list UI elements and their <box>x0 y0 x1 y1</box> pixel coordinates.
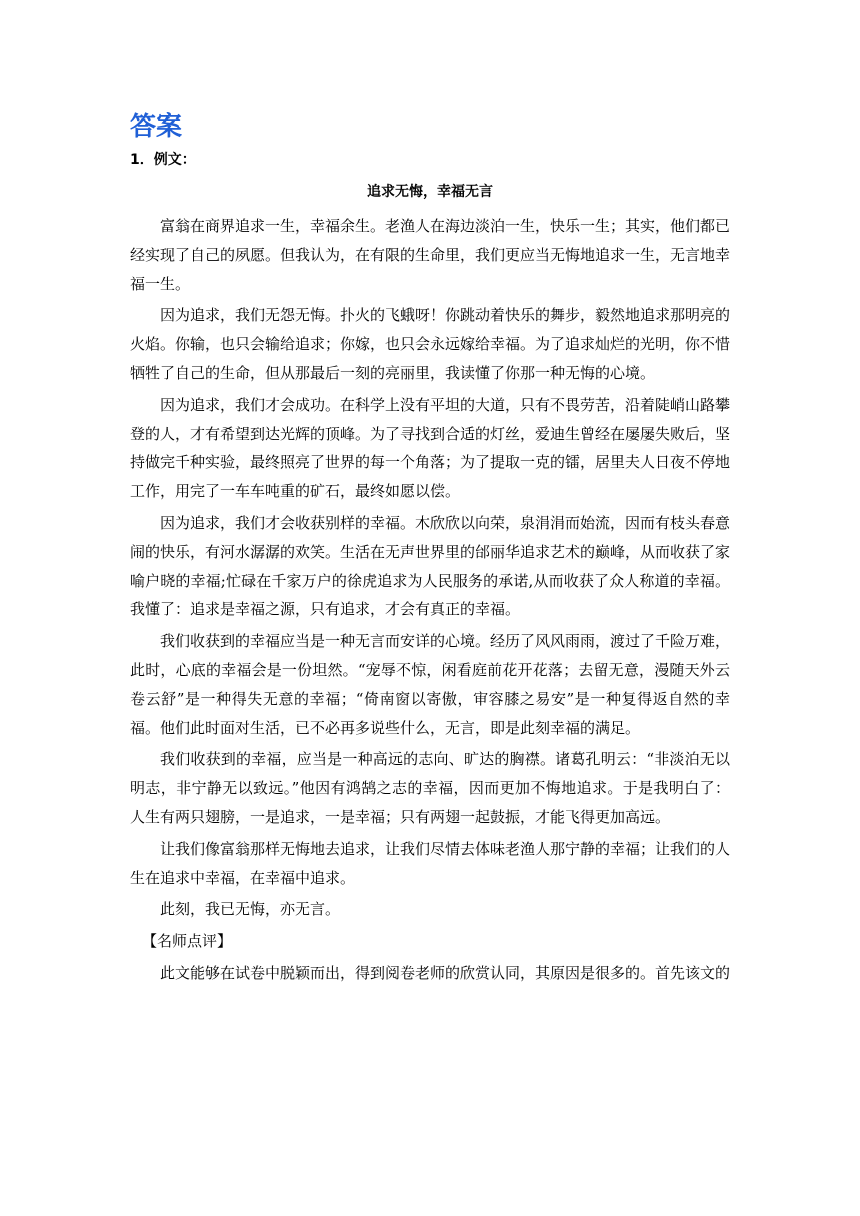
answer-heading: 答案 <box>130 112 183 142</box>
question-label: 1．例文： <box>130 152 196 168</box>
teacher-comment-text: 此文能够在试卷中脱颖而出，得到阅卷老师的欣赏认同，其原因是很多的。首先该文的 <box>160 963 731 982</box>
essay-paragraph: 因为追求，我们无怨无悔。扑火的飞蛾呀！你跳动着快乐的舞步，毅然地追求那明亮的火焰。你输，也只会输给追求；你嫁，也只会永远嫁给幸福。为了追求灿烂的光明，你不惜牺牲了自己的生命，但从那最后一刻的亮丽里，我读懂了你那一种无悔的心境。 <box>130 306 731 382</box>
essay-paragraph: 富翁在商界追求一生，幸福余生。老渔人在海边淡泊一生，快乐一生；其实，他们都已经实现了自己的夙愿。但我认为，在有限的生命里，我们更应当无悔地追求一生，无言地幸福一生。 <box>130 217 731 293</box>
essay-title: 追求无悔，幸福无言 <box>367 184 493 200</box>
essay-paragraph: 因为追求，我们才会成功。在科学上没有平坦的大道，只有不畏劳苦，沿着陡峭山路攀登的人，才有希望到达光辉的顶峰。为了寻找到合适的灯丝，爱迪生曾经在屡屡失败后，坚持做完千种实验，最终照亮了世界的每一个角落；为了提取一克的镭，居里夫人日夜不停地工作，用完了一车车吨重的矿石，最终如愿以偿。 <box>130 395 731 501</box>
essay-paragraph: 此刻，我已无悔，亦无言。 <box>160 900 341 919</box>
teacher-comment-label: 【名师点评】 <box>142 932 233 951</box>
essay-paragraph: 我们收获到的幸福，应当是一种高远的志向、旷达的胸襟。诸葛孔明云：“非淡泊无以明志，非宁静无以致远。”他因有鸿鹄之志的幸福，因而更加不悔地追求。于是我明白了：人生有两只翅膀，一是追求，一是幸福；只有两翅一起鼓振，才能飞得更加高远。 <box>130 750 730 826</box>
answer-page <box>130 108 730 991</box>
essay-paragraph: 因为追求，我们才会收获别样的幸福。木欣欣以向荣，泉涓涓而始流，因而有枝头春意闹的快乐，有河水潺潺的欢笑。生活在无声世界里的邰丽华追求艺术的巅峰，从而收获了家喻户晓的幸福;忙碌在千家万户的徐虎追求为人民服务的承诺,从而收获了众人称道的幸福。我懂了：追求是幸福之源，只有追求，才会有真正的幸福。 <box>130 513 731 619</box>
essay-paragraph: 我们收获到的幸福应当是一种无言而安详的心境。经历了风风雨雨，渡过了千险万难，此时，心底的幸福会是一份坦然。“宠辱不惊，闲看庭前花开花落；去留无意，漫随天外云卷云舒”是一种得失无意的幸福；“倚南窗以寄傲，审容膝之易安”是一种复得返自然的幸福。他们此时面对生活，已不必再多说些什么，无言，即是此刻幸福的满足。 <box>130 632 731 737</box>
essay-paragraph: 让我们像富翁那样无悔地去追求，让我们尽情去体味老渔人那宁静的幸福；让我们的人生在追求中幸福，在幸福中追求。 <box>130 839 731 887</box>
